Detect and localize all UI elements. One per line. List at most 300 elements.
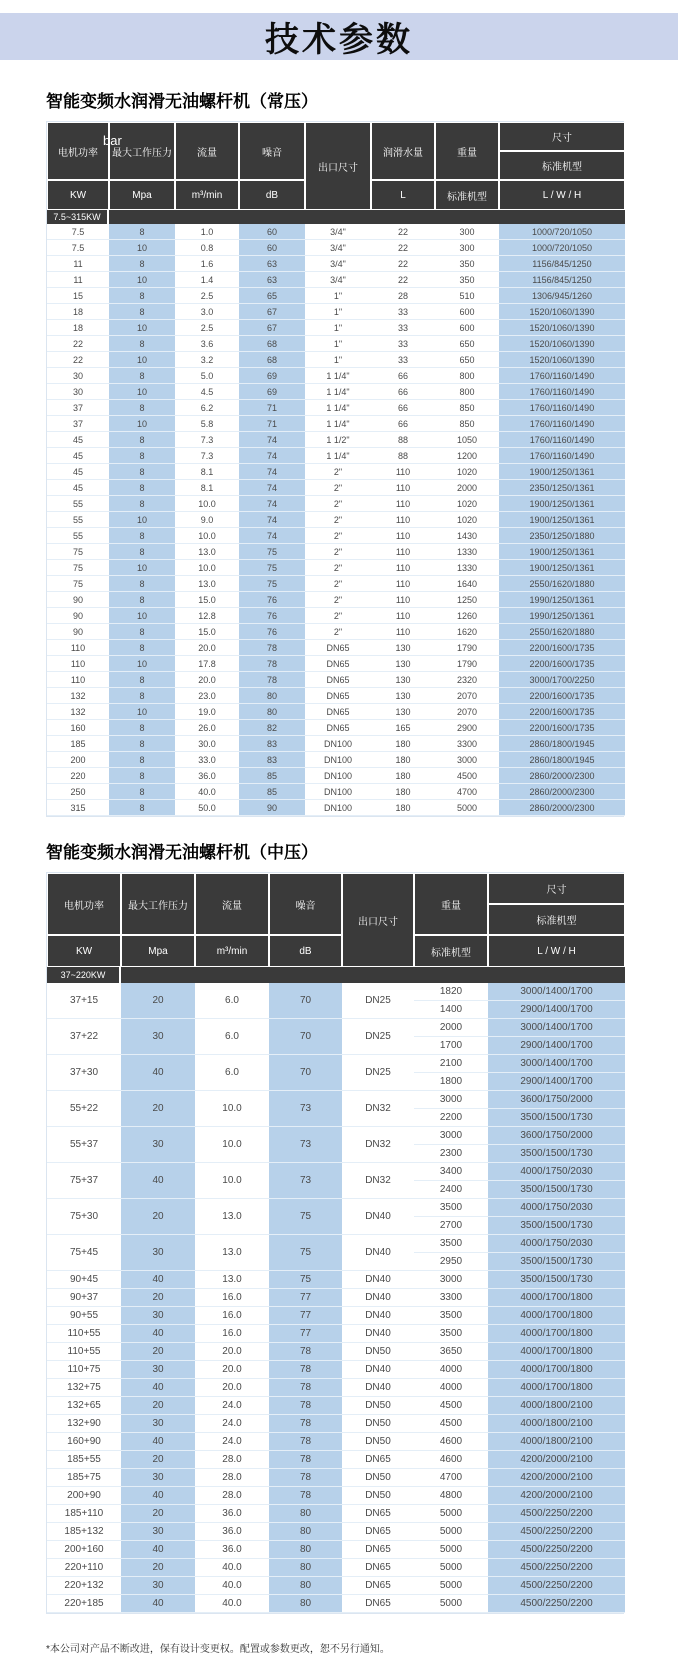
cell-dims: 1760/1160/1490 <box>499 448 625 464</box>
cell-dims: 4000/1750/2030 <box>488 1199 625 1217</box>
cell-water: 110 <box>371 464 435 480</box>
cell-noise: 74 <box>239 512 305 528</box>
cell-power: 45 <box>47 432 109 448</box>
cell-noise: 76 <box>239 608 305 624</box>
cell-weight: 5000 <box>414 1523 488 1541</box>
cell-dims: 2200/1600/1735 <box>499 656 625 672</box>
cell-power: 45 <box>47 448 109 464</box>
table-row <box>47 1307 625 1325</box>
cell-flow: 40.0 <box>195 1595 269 1613</box>
cell-dims: 2860/2000/2300 <box>499 784 625 800</box>
cell-weight: 5000 <box>414 1595 488 1613</box>
cell-weight: 3000 <box>414 1091 488 1109</box>
cell-weight: 3300 <box>435 736 499 752</box>
cell-pressure: 8 <box>109 592 175 608</box>
cell-power: 90 <box>47 624 109 640</box>
cell-dims: 2860/1800/1945 <box>499 736 625 752</box>
table-row <box>47 256 625 272</box>
cell-dims: 1520/1060/1390 <box>499 304 625 320</box>
cell-dims: 3500/1500/1730 <box>488 1145 625 1163</box>
cell-outlet: DN50 <box>342 1343 414 1361</box>
cell-weight: 5000 <box>414 1559 488 1577</box>
cell-dims: 1760/1160/1490 <box>499 384 625 400</box>
cell-power: 220+132 <box>47 1577 121 1595</box>
cell-power: 18 <box>47 304 109 320</box>
cell-dims: 2860/1800/1945 <box>499 752 625 768</box>
cell-outlet: 1" <box>305 336 371 352</box>
cell-weight: 4800 <box>414 1487 488 1505</box>
cell-noise: 75 <box>239 544 305 560</box>
content <box>0 87 678 1655</box>
cell-water: 33 <box>371 304 435 320</box>
cell-weight: 2320 <box>435 672 499 688</box>
section-label: 7.5~315KW <box>47 210 109 224</box>
cell-flow: 3.2 <box>175 352 239 368</box>
header-water: 润滑水量 <box>371 122 435 180</box>
cell-dims: 4000/1750/2030 <box>488 1235 625 1253</box>
cell-noise: 77 <box>269 1325 342 1343</box>
cell-dims: 2200/1600/1735 <box>499 640 625 656</box>
table-row <box>47 544 625 560</box>
table-row <box>47 512 625 528</box>
cell-dims: 1760/1160/1490 <box>499 368 625 384</box>
cell-flow: 0.8 <box>175 240 239 256</box>
cell-outlet: 1 1/4" <box>305 416 371 432</box>
cell-flow: 36.0 <box>175 768 239 784</box>
cell-flow: 23.0 <box>175 688 239 704</box>
cell-pressure: 8 <box>109 768 175 784</box>
header-power: 电机功率 <box>47 122 109 180</box>
cell-pressure: 8 <box>109 368 175 384</box>
cell-noise: 75 <box>239 560 305 576</box>
cell-outlet: 2" <box>305 464 371 480</box>
table-row <box>47 1451 625 1469</box>
table2-wrapper <box>46 872 624 1614</box>
cell-dims: 1990/1250/1361 <box>499 608 625 624</box>
cell-dims: 1520/1060/1390 <box>499 320 625 336</box>
cell-pressure: 20 <box>121 1091 195 1127</box>
cell-weight: 4600 <box>414 1451 488 1469</box>
cell-power: 315 <box>47 800 109 816</box>
cell-flow: 40.0 <box>175 784 239 800</box>
cell-dims: 3000/1700/2250 <box>499 672 625 688</box>
cell-flow: 3.0 <box>175 304 239 320</box>
cell-noise: 77 <box>269 1307 342 1325</box>
cell-weight: 1020 <box>435 512 499 528</box>
cell-dims: 3500/1500/1730 <box>488 1217 625 1235</box>
cell-weight: 1330 <box>435 560 499 576</box>
cell-outlet: DN100 <box>305 768 371 784</box>
header-power: 电机功率 <box>47 873 121 935</box>
cell-power: 30 <box>47 368 109 384</box>
cell-flow: 20.0 <box>175 672 239 688</box>
cell-weight: 1260 <box>435 608 499 624</box>
cell-flow: 20.0 <box>195 1379 269 1397</box>
cell-noise: 80 <box>269 1559 342 1577</box>
cell-dims: 2350/1250/1361 <box>499 480 625 496</box>
cell-power: 90+37 <box>47 1289 121 1307</box>
table-row <box>47 1271 625 1289</box>
cell-pressure: 8 <box>109 400 175 416</box>
cell-power: 45 <box>47 464 109 480</box>
table-row <box>47 1433 625 1451</box>
cell-weight: 1200 <box>435 448 499 464</box>
cell-weight: 600 <box>435 304 499 320</box>
cell-weight: 800 <box>435 384 499 400</box>
cell-dims: 3600/1750/2000 <box>488 1091 625 1109</box>
cell-weight: 5000 <box>414 1541 488 1559</box>
cell-dims: 2550/1620/1880 <box>499 624 625 640</box>
cell-pressure: 8 <box>109 336 175 352</box>
table-row <box>47 752 625 768</box>
cell-flow: 3.6 <box>175 336 239 352</box>
cell-outlet: 1 1/4" <box>305 384 371 400</box>
cell-power: 55 <box>47 496 109 512</box>
cell-outlet: 1" <box>305 304 371 320</box>
cell-outlet: DN40 <box>342 1307 414 1325</box>
cell-outlet: 2" <box>305 512 371 528</box>
table-row <box>47 768 625 784</box>
cell-weight: 2000 <box>414 1019 488 1037</box>
cell-power: 75+45 <box>47 1235 121 1271</box>
cell-weight: 3650 <box>414 1343 488 1361</box>
table-row <box>47 624 625 640</box>
table-row <box>47 784 625 800</box>
cell-weight: 5000 <box>414 1577 488 1595</box>
header-weight: 重量 <box>435 122 499 180</box>
cell-pressure: 10 <box>109 384 175 400</box>
cell-dims: 1990/1250/1361 <box>499 592 625 608</box>
cell-weight: 510 <box>435 288 499 304</box>
unit-power: KW <box>47 180 109 210</box>
cell-power: 220+185 <box>47 1595 121 1613</box>
table-row <box>47 672 625 688</box>
cell-dims: 2900/1400/1700 <box>488 1073 625 1091</box>
cell-dims: 3600/1750/2000 <box>488 1127 625 1145</box>
cell-power: 75+30 <box>47 1199 121 1235</box>
cell-water: 22 <box>371 224 435 240</box>
cell-outlet: 3/4" <box>305 240 371 256</box>
table-row <box>47 983 625 1001</box>
cell-flow: 7.3 <box>175 432 239 448</box>
cell-power: 110+55 <box>47 1343 121 1361</box>
cell-noise: 74 <box>239 432 305 448</box>
cell-noise: 85 <box>239 768 305 784</box>
cell-weight: 5000 <box>435 800 499 816</box>
cell-water: 180 <box>371 768 435 784</box>
cell-power: 185+55 <box>47 1451 121 1469</box>
cell-water: 66 <box>371 384 435 400</box>
table-row <box>47 448 625 464</box>
cell-outlet: DN40 <box>342 1361 414 1379</box>
cell-outlet: DN65 <box>305 640 371 656</box>
header-noise: 噪音 <box>269 873 342 935</box>
header-size: 尺寸 <box>499 122 625 151</box>
cell-flow: 1.4 <box>175 272 239 288</box>
cell-pressure: 30 <box>121 1523 195 1541</box>
cell-weight: 850 <box>435 400 499 416</box>
cell-noise: 83 <box>239 752 305 768</box>
cell-flow: 13.0 <box>195 1199 269 1235</box>
header-size-model: 标准机型 <box>488 904 625 935</box>
cell-flow: 33.0 <box>175 752 239 768</box>
cell-weight: 1700 <box>414 1037 488 1055</box>
cell-flow: 20.0 <box>195 1343 269 1361</box>
cell-pressure: 8 <box>109 304 175 320</box>
cell-outlet: DN32 <box>342 1091 414 1127</box>
cell-outlet: DN40 <box>342 1235 414 1271</box>
cell-weight: 1820 <box>414 983 488 1001</box>
cell-flow: 16.0 <box>195 1325 269 1343</box>
cell-pressure: 30 <box>121 1577 195 1595</box>
cell-water: 180 <box>371 784 435 800</box>
cell-water: 180 <box>371 800 435 816</box>
cell-pressure: 10 <box>109 704 175 720</box>
cell-power: 110 <box>47 672 109 688</box>
cell-weight: 4500 <box>414 1397 488 1415</box>
page-title: 技术参数 <box>265 21 413 59</box>
unit-noise: dB <box>269 935 342 967</box>
unit-noise: dB <box>239 180 305 210</box>
cell-water: 33 <box>371 320 435 336</box>
cell-flow: 24.0 <box>195 1433 269 1451</box>
table-row <box>47 1343 625 1361</box>
unit-water: L <box>371 180 435 210</box>
cell-weight: 3000 <box>414 1127 488 1145</box>
cell-noise: 74 <box>239 464 305 480</box>
cell-outlet: DN50 <box>342 1397 414 1415</box>
cell-noise: 69 <box>239 384 305 400</box>
cell-dims: 2350/1250/1880 <box>499 528 625 544</box>
table2-title: 智能变频水润滑无油螺杆机（中压） <box>46 843 318 862</box>
cell-outlet: DN40 <box>342 1271 414 1289</box>
cell-water: 165 <box>371 720 435 736</box>
header-flow: 流量 <box>195 873 269 935</box>
cell-outlet: DN65 <box>342 1559 414 1577</box>
cell-flow: 36.0 <box>195 1541 269 1559</box>
cell-noise: 78 <box>269 1343 342 1361</box>
cell-weight: 3000 <box>435 752 499 768</box>
unit-pressure: Mpa <box>121 935 195 967</box>
cell-power: 22 <box>47 336 109 352</box>
cell-weight: 2100 <box>414 1055 488 1073</box>
cell-water: 110 <box>371 512 435 528</box>
table-row <box>47 560 625 576</box>
cell-power: 200+160 <box>47 1541 121 1559</box>
cell-weight: 650 <box>435 336 499 352</box>
cell-water: 110 <box>371 560 435 576</box>
cell-weight: 1020 <box>435 496 499 512</box>
cell-pressure: 10 <box>109 512 175 528</box>
table-row <box>47 576 625 592</box>
table-row <box>47 1541 625 1559</box>
table-row <box>47 736 625 752</box>
table-row <box>47 1055 625 1073</box>
cell-flow: 28.0 <box>195 1487 269 1505</box>
cell-weight: 3300 <box>414 1289 488 1307</box>
cell-flow: 6.0 <box>195 1019 269 1055</box>
table-row <box>47 1523 625 1541</box>
cell-flow: 10.0 <box>175 528 239 544</box>
cell-outlet: DN65 <box>305 656 371 672</box>
cell-flow: 2.5 <box>175 320 239 336</box>
table-row <box>47 1505 625 1523</box>
table-row <box>47 1019 625 1037</box>
cell-pressure: 30 <box>121 1469 195 1487</box>
cell-dims: 1000/720/1050 <box>499 224 625 240</box>
cell-power: 37+15 <box>47 983 121 1019</box>
cell-weight: 3500 <box>414 1325 488 1343</box>
cell-pressure: 8 <box>109 448 175 464</box>
cell-weight: 2200 <box>414 1109 488 1127</box>
cell-noise: 76 <box>239 592 305 608</box>
cell-outlet: DN25 <box>342 1055 414 1091</box>
cell-dims: 4000/1700/1800 <box>488 1343 625 1361</box>
cell-pressure: 30 <box>121 1019 195 1055</box>
cell-pressure: 30 <box>121 1415 195 1433</box>
cell-noise: 73 <box>269 1127 342 1163</box>
cell-flow: 1.0 <box>175 224 239 240</box>
table-row <box>47 1379 625 1397</box>
cell-outlet: DN65 <box>305 672 371 688</box>
cell-weight: 2900 <box>435 720 499 736</box>
header-outlet: 出口尺寸 <box>305 122 371 210</box>
cell-noise: 78 <box>269 1379 342 1397</box>
unit-size: L / W / H <box>499 180 625 210</box>
cell-pressure: 10 <box>109 416 175 432</box>
cell-dims: 1760/1160/1490 <box>499 432 625 448</box>
cell-weight: 2300 <box>414 1145 488 1163</box>
cell-dims: 1000/720/1050 <box>499 240 625 256</box>
cell-outlet: DN65 <box>342 1595 414 1613</box>
cell-noise: 78 <box>269 1451 342 1469</box>
cell-flow: 5.0 <box>175 368 239 384</box>
cell-weight: 4600 <box>414 1433 488 1451</box>
cell-pressure: 40 <box>121 1487 195 1505</box>
cell-noise: 60 <box>239 224 305 240</box>
cell-noise: 73 <box>269 1091 342 1127</box>
cell-noise: 78 <box>239 640 305 656</box>
spec-table-normal-pressure <box>47 122 625 816</box>
cell-water: 130 <box>371 672 435 688</box>
cell-water: 110 <box>371 576 435 592</box>
cell-outlet: 2" <box>305 624 371 640</box>
cell-pressure: 20 <box>121 1343 195 1361</box>
cell-weight: 1430 <box>435 528 499 544</box>
cell-weight: 650 <box>435 352 499 368</box>
table1-wrapper <box>46 121 624 817</box>
header-pressure: 最大工作压力 <box>109 122 175 180</box>
table-row <box>47 304 625 320</box>
cell-weight: 3000 <box>414 1271 488 1289</box>
cell-pressure: 8 <box>109 480 175 496</box>
cell-weight: 5000 <box>414 1505 488 1523</box>
table-row <box>47 640 625 656</box>
cell-outlet: 1 1/4" <box>305 400 371 416</box>
cell-pressure: 8 <box>109 688 175 704</box>
cell-water: 33 <box>371 336 435 352</box>
cell-weight: 4500 <box>414 1415 488 1433</box>
cell-dims: 1520/1060/1390 <box>499 336 625 352</box>
cell-outlet: 2" <box>305 480 371 496</box>
cell-noise: 75 <box>239 576 305 592</box>
cell-noise: 70 <box>269 1019 342 1055</box>
cell-outlet: 2" <box>305 608 371 624</box>
cell-outlet: 1" <box>305 352 371 368</box>
cell-water: 110 <box>371 480 435 496</box>
cell-dims: 3000/1400/1700 <box>488 1055 625 1073</box>
spec-table-medium-pressure <box>47 873 625 1613</box>
cell-noise: 68 <box>239 352 305 368</box>
cell-weight: 4000 <box>414 1379 488 1397</box>
table-row <box>47 1235 625 1253</box>
cell-dims: 4500/2250/2200 <box>488 1595 625 1613</box>
cell-flow: 36.0 <box>195 1505 269 1523</box>
cell-flow: 9.0 <box>175 512 239 528</box>
cell-power: 160+90 <box>47 1433 121 1451</box>
cell-water: 66 <box>371 400 435 416</box>
cell-pressure: 40 <box>121 1595 195 1613</box>
cell-dims: 1900/1250/1361 <box>499 512 625 528</box>
cell-flow: 40.0 <box>195 1559 269 1577</box>
cell-power: 75 <box>47 544 109 560</box>
cell-flow: 15.0 <box>175 592 239 608</box>
cell-water: 22 <box>371 272 435 288</box>
cell-power: 75+37 <box>47 1163 121 1199</box>
cell-pressure: 8 <box>109 672 175 688</box>
cell-flow: 8.1 <box>175 480 239 496</box>
cell-flow: 19.0 <box>175 704 239 720</box>
cell-dims: 4500/2250/2200 <box>488 1541 625 1559</box>
cell-dims: 4000/1700/1800 <box>488 1379 625 1397</box>
cell-pressure: 20 <box>121 1559 195 1577</box>
cell-power: 110 <box>47 640 109 656</box>
cell-weight: 4000 <box>414 1361 488 1379</box>
cell-flow: 2.5 <box>175 288 239 304</box>
cell-power: 90+55 <box>47 1307 121 1325</box>
cell-dims: 4000/1800/2100 <box>488 1415 625 1433</box>
cell-outlet: DN40 <box>342 1325 414 1343</box>
cell-dims: 4000/1800/2100 <box>488 1397 625 1415</box>
cell-flow: 1.6 <box>175 256 239 272</box>
cell-dims: 3500/1500/1730 <box>488 1271 625 1289</box>
table-row <box>47 416 625 432</box>
cell-outlet: DN25 <box>342 983 414 1019</box>
cell-weight: 1620 <box>435 624 499 640</box>
cell-outlet: DN100 <box>305 736 371 752</box>
cell-flow: 16.0 <box>195 1289 269 1307</box>
cell-pressure: 8 <box>109 256 175 272</box>
table-row <box>47 1415 625 1433</box>
table-row <box>47 1325 625 1343</box>
cell-pressure: 40 <box>121 1271 195 1289</box>
cell-weight: 2700 <box>414 1217 488 1235</box>
table-row <box>47 1595 625 1613</box>
cell-noise: 85 <box>239 784 305 800</box>
cell-power: 90 <box>47 592 109 608</box>
section-filler <box>109 210 625 224</box>
cell-pressure: 20 <box>121 1397 195 1415</box>
cell-noise: 76 <box>239 624 305 640</box>
cell-power: 132+90 <box>47 1415 121 1433</box>
cell-pressure: 8 <box>109 640 175 656</box>
cell-weight: 1050 <box>435 432 499 448</box>
cell-dims: 4000/1700/1800 <box>488 1325 625 1343</box>
table-row <box>47 240 625 256</box>
cell-pressure: 20 <box>121 1289 195 1307</box>
cell-weight: 2950 <box>414 1253 488 1271</box>
footnote: *本公司对产品不断改进，保有设计变更权。配置或参数更改，恕不另行通知。 <box>46 1644 390 1655</box>
